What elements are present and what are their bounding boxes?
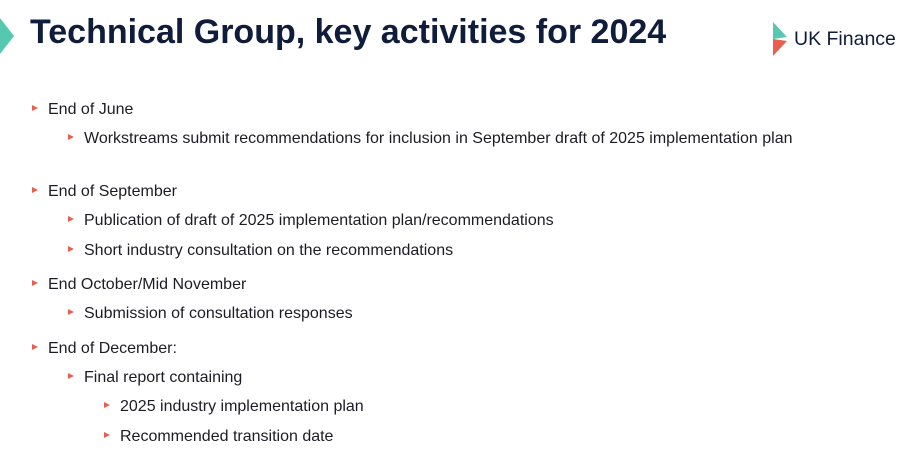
list-item-text: End October/Mid November [48, 276, 247, 293]
list-item-text: Short industry consultation on the recommendations [84, 242, 454, 259]
list-item [104, 397, 364, 416]
list-item [32, 339, 177, 358]
slide-title: Technical Group, key activities for 2024 [30, 13, 667, 51]
bullet-arrow-icon [32, 280, 38, 286]
list-item-text: Final report containing [84, 369, 243, 386]
list-item-text: End of June [48, 101, 134, 118]
bullet-arrow-icon [68, 373, 74, 379]
list-item [32, 275, 246, 294]
bullet-arrow-icon [68, 216, 74, 222]
bullet-arrow-icon [68, 309, 74, 315]
bullet-arrow-icon [68, 246, 74, 252]
list-item [68, 304, 353, 323]
bullet-arrow-icon [104, 402, 110, 408]
bullet-arrow-icon [104, 432, 110, 438]
list-item [68, 241, 453, 260]
list-item-text: 2025 industry implementation plan [120, 398, 364, 415]
list-item [32, 182, 177, 201]
list-item-text: Workstreams submit recommendations for inclusion in September draft of 2025 implementation plan [84, 130, 793, 147]
bullet-arrow-icon [32, 344, 38, 350]
logo-text: UK Finance [794, 27, 896, 50]
list-item-text: End of September [48, 183, 177, 200]
bullet-arrow-icon [32, 105, 38, 111]
bullet-arrow-icon [32, 187, 38, 193]
list-item [68, 129, 828, 148]
list-item [32, 100, 133, 119]
list-item [68, 368, 242, 387]
list-item-text: Recommended transition date [120, 428, 334, 445]
list-item [68, 211, 554, 230]
list-item-text: End of December: [48, 340, 177, 357]
list-item [104, 427, 333, 446]
list-item-text: Submission of consultation responses [84, 305, 353, 322]
bullet-arrow-icon [68, 134, 74, 140]
list-item-text: Publication of draft of 2025 implementation plan/recommendations [84, 212, 554, 229]
